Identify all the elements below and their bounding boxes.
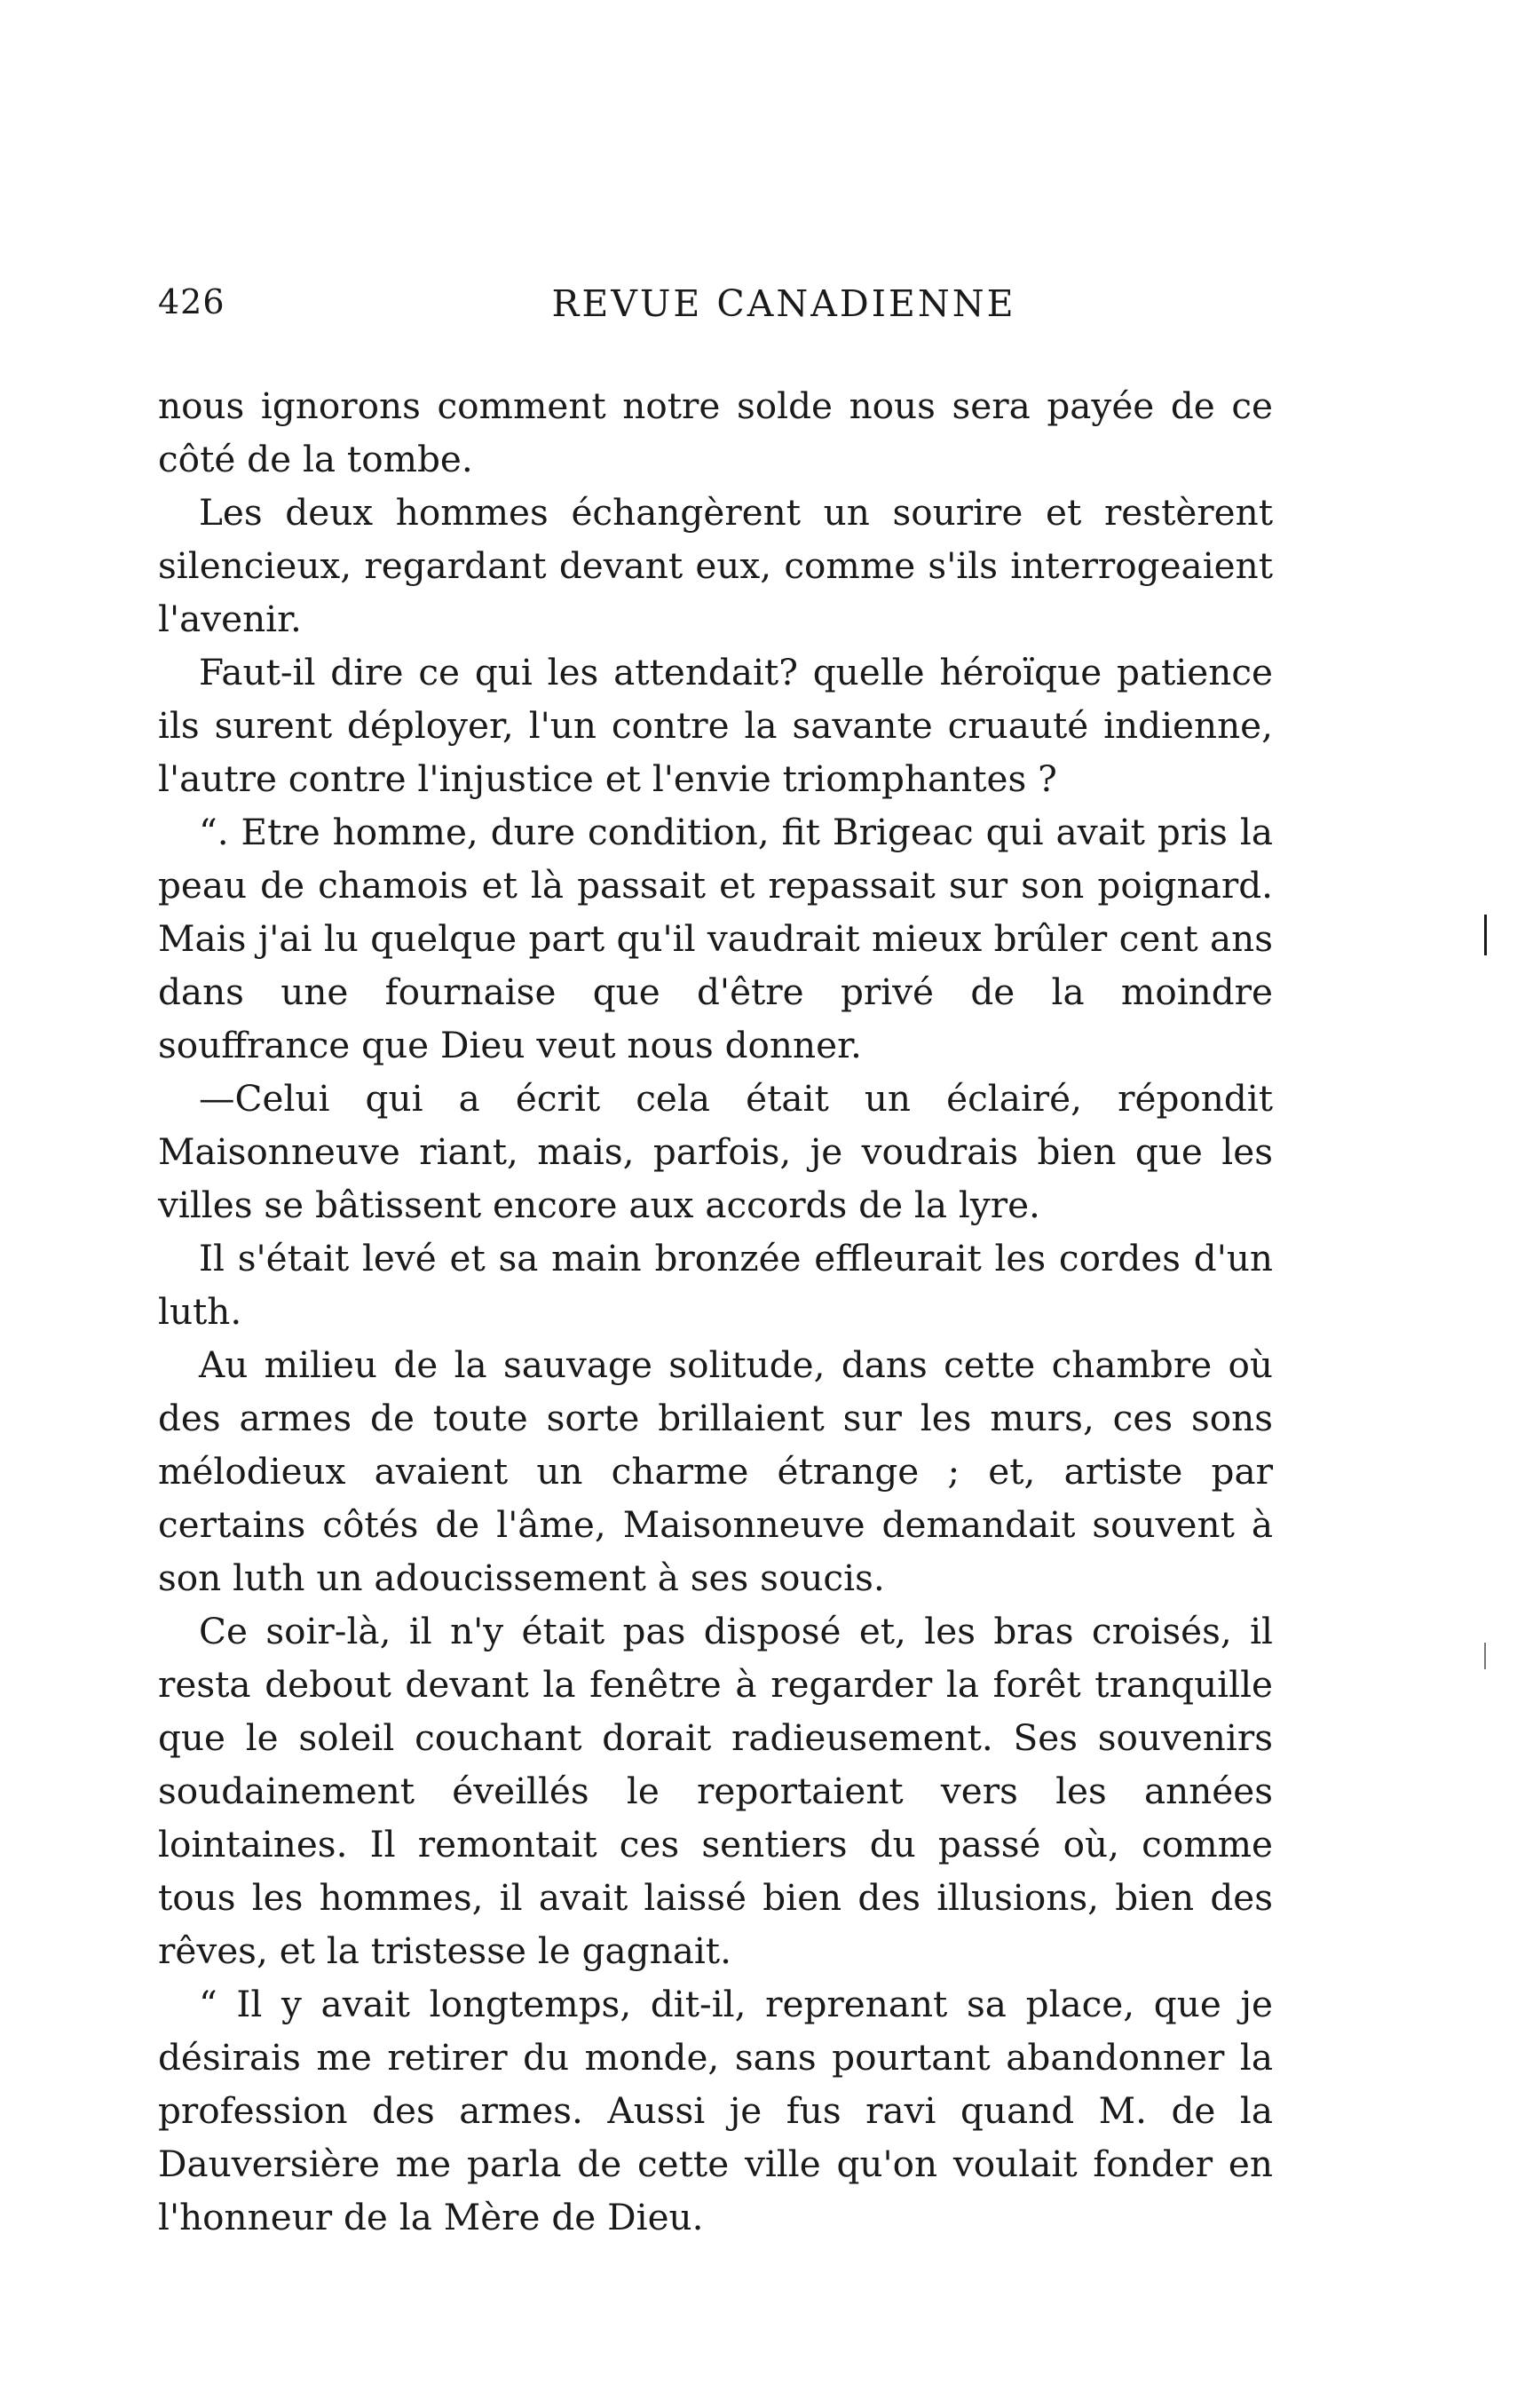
- paragraph: Il s'était levé et sa main bronzée effleurait les cordes d'un luth.: [158, 1237, 1273, 1333]
- paragraph: “ Il y avait longtemps, dit-il, reprenant sa place, que je désirais me retirer du monde, sans pourtant abandonner la profession des armes. Aussi je fus ravi quand M. de la Dauversière me parla de cette ville qu'on voulait fonder en l'honneur de la Mère de Dieu.: [158, 1983, 1273, 2238]
- paragraph: “. Etre homme, dure condition, fit Brigeac qui avait pris la peau de chamois et là passait et repassait sur son poignard. Mais j'ai lu quelque part qu'il vaudrait mieux brûler cent ans dans une fournaise que d'être privé de la moindre souffrance que Dieu veut nous donner.: [158, 811, 1273, 1066]
- paragraph: Ce soir-là, il n'y était pas disposé et, les bras croisés, il resta debout devant la fenêtre à regarder la forêt tranquille que le soleil couchant dorait radieusement. Ses souvenirs soudainement éveillés le reportaient vers les années lointaines. Il remontait ces sentiers du passé où, comme tous les hommes, il avait laissé bien des illusions, bien des rêves, et la tristesse le gagnait.: [158, 1610, 1273, 1972]
- running-title: REVUE CANADIENNE: [551, 282, 1016, 325]
- margin-mark: [1484, 915, 1487, 955]
- paragraph: nous ignorons comment notre solde nous sera payée de ce côté de la tombe.: [158, 384, 1273, 480]
- page-header: [158, 282, 1276, 336]
- paragraph: —Celui qui a écrit cela était un éclairé, répondit Maisonneuve riant, mais, parfois, je voudrais bien que les villes se bâtissent encore aux accords de la lyre.: [158, 1077, 1273, 1226]
- paragraph: Faut-il dire ce qui les attendait? quelle héroïque patience ils surent déployer, l'un contre la savante cruauté indienne, l'autre contre l'injustice et l'envie triomphantes ?: [158, 651, 1273, 800]
- paragraph: Les deux hommes échangèrent un sourire et restèrent silencieux, regardant devant eux, comme s'ils interrogeaient l'avenir.: [158, 491, 1273, 640]
- margin-mark: [1484, 1643, 1486, 1669]
- page-number: 426: [158, 282, 225, 321]
- paragraph: Au milieu de la sauvage solitude, dans cette chambre où des armes de toute sorte brillaient sur les murs, ces sons mélodieux avaient un charme étrange ; et, artiste par certains côtés de l'âme, Maisonneuve demandait souvent à son luth un adoucissement à ses soucis.: [158, 1343, 1273, 1599]
- body-text: [158, 379, 1273, 2244]
